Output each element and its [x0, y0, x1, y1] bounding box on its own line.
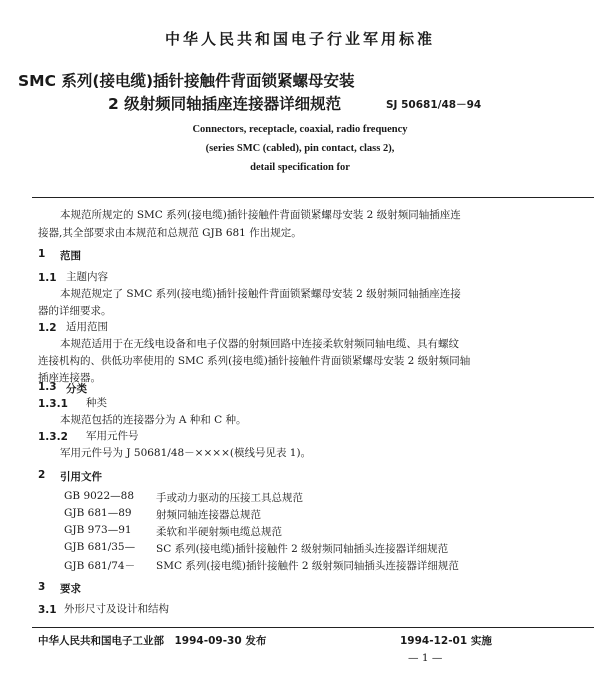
issue-info: 中华人民共和国电子工业部 1994-09-30 发布: [38, 635, 267, 647]
page-number: — 1 —: [408, 652, 443, 664]
section-1-2-title: 适用范围: [66, 321, 108, 333]
header-divider: [32, 197, 594, 198]
intro-line-2: 接器,其全部要求由本规范和总规范 GJB 681 作出规定。: [38, 227, 302, 239]
reference-code: GJB 681/35—: [64, 541, 136, 553]
section-3-1-title: 外形尺寸及设计和结构: [64, 603, 169, 615]
section-1-3-1-title: 种类: [86, 397, 107, 409]
reference-code: GB 9022—88: [64, 490, 135, 502]
section-1-2-line-2: 连接机构的、供低功率使用的 SMC 系列(接电缆)插针接触件背面锁紧螺母安装 2 级射频同轴: [38, 355, 471, 367]
section-1-3-1-line-1: 本规范包括的连接器分为 A 种和 C 种。: [60, 414, 247, 426]
english-title-line-2: (series SMC (cabled), pin contact, class 2),: [205, 143, 395, 154]
standard-number: SJ 50681/48－94: [386, 99, 482, 111]
section-1-2-line-1: 本规范适用于在无线电设备和电子仪器的射频回路中连接柔软射频同轴电缆、具有螺纹: [60, 338, 459, 350]
section-1-1-line-1: 本规范规定了 SMC 系列(接电缆)插针接触件背面锁紧螺母安装 2 级射频同轴插座连接: [60, 288, 461, 300]
section-3-title: 要求: [60, 583, 81, 595]
section-1-3-1-number: 1.3.1: [38, 398, 68, 410]
section-2-number: 2: [38, 469, 46, 481]
section-3-number: 3: [38, 581, 46, 593]
reference-title: SC 系列(接电缆)插针接触件 2 级射频同轴插头连接器详细规范: [156, 543, 449, 555]
reference-title: SMC 系列(接电缆)插针接触件 2 级射频同轴插头连接器详细规范: [156, 560, 459, 572]
reference-title: 射频同轴连接器总规范: [156, 509, 261, 521]
section-1-1-title: 主题内容: [66, 271, 108, 283]
reference-code: GJB 973—91: [64, 524, 132, 536]
title-line-2: 2 级射频同轴插座连接器详细规范: [108, 95, 342, 113]
reference-code: GJB 681—89: [64, 507, 132, 519]
intro-line-1: 本规范所规定的 SMC 系列(接电缆)插针接触件背面锁紧螺母安装 2 级射频同轴插座连: [60, 209, 461, 221]
reference-code: GJB 681/74－: [64, 560, 136, 572]
section-2-title: 引用文件: [60, 471, 102, 483]
title-line-1: SMC 系列(接电缆)插针接触件背面锁紧螺母安装: [18, 72, 355, 90]
section-1-3-number: 1.3: [38, 381, 57, 393]
english-title-line-3: detail specification for: [250, 162, 350, 173]
section-3-1-number: 3.1: [38, 604, 57, 616]
section-1-3-2-number: 1.3.2: [38, 431, 68, 443]
section-1-number: 1: [38, 248, 46, 260]
effective-date: 1994-12-01 实施: [400, 635, 492, 647]
reference-title: 手或动力驱动的压接工具总规范: [156, 492, 303, 504]
footer-divider: [32, 627, 594, 628]
section-1-3-2-title: 军用元件号: [86, 430, 139, 442]
standard-category-header: 中华人民共和国电子行业军用标准: [164, 30, 435, 48]
english-title-line-1: Connectors, receptacle, coaxial, radio frequency: [192, 124, 408, 135]
section-1-2-number: 1.2: [38, 322, 57, 334]
reference-title: 柔软和半硬射频电缆总规范: [156, 526, 282, 538]
section-1-2-line-3: 插座连接器。: [38, 372, 101, 384]
section-1-1-number: 1.1: [38, 272, 57, 284]
section-1-3-2-line-1: 军用元件号为 J 50681/48－××××(模线号见表 1)。: [60, 447, 312, 459]
section-1-1-line-2: 器的详细要求。: [38, 305, 112, 317]
section-1-title: 范围: [60, 250, 81, 262]
section-1-3-title: 分类: [66, 383, 87, 395]
